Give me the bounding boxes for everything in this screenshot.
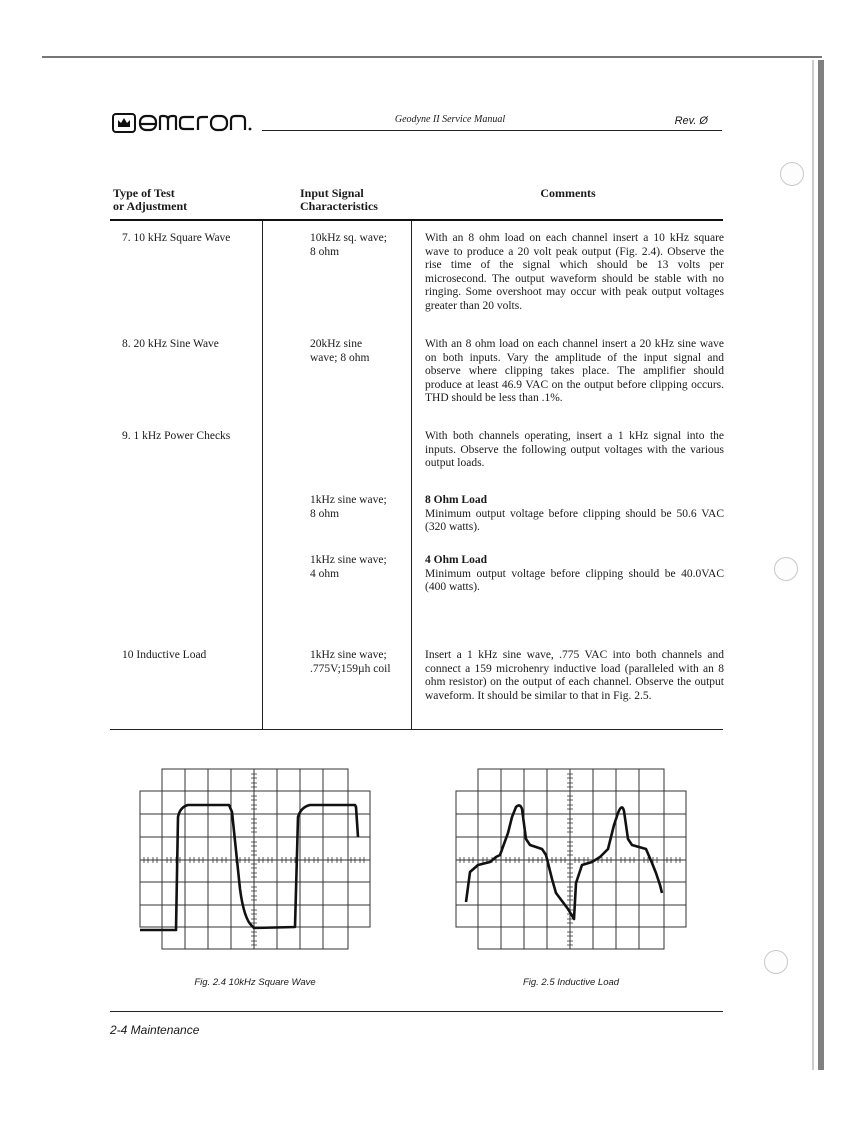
load4-signal (310, 554, 408, 581)
row7-signal (310, 232, 408, 259)
page-right-edge-inner (812, 60, 814, 1070)
scope-grid-1 (140, 769, 370, 949)
load4-signal-line1: 1kHz sine wave; (310, 554, 387, 566)
load8-signal-line1: 1kHz sine wave; (310, 494, 387, 506)
row10-test: 10 Inductive Load (122, 649, 207, 661)
load4-text: Minimum output voltage before clipping should be 40.0VAC (400 watts). (425, 567, 724, 594)
load8-comment (425, 494, 724, 535)
page-top-edge (42, 56, 822, 58)
load8-signal (310, 494, 408, 521)
revision-label: Rev. Ø (674, 115, 708, 127)
load8-title: 8 Ohm Load (425, 494, 487, 506)
table-bottom-rule (110, 729, 723, 730)
table-divider-1 (262, 221, 263, 729)
load4-comment (425, 554, 724, 595)
load4-title: 4 Ohm Load (425, 554, 487, 566)
row9-comment: With both channels operating, insert a 1 kHz signal into the inputs. Observe the following output voltages with the various output loads. (425, 430, 724, 470)
header-rule (262, 130, 722, 131)
row8-signal (310, 338, 408, 365)
row9-test: 9. 1 kHz Power Checks (122, 430, 231, 442)
row8-signal-line1: 20kHz sine (310, 338, 363, 350)
table-divider-2 (411, 221, 412, 729)
table-top-rule (110, 219, 723, 221)
row10-signal-line1: 1kHz sine wave; (310, 649, 387, 661)
load8-signal-line2: 8 ohm (310, 507, 340, 520)
figure-caption-2-4: Fig. 2.4 10kHz Square Wave (194, 977, 316, 988)
row7-signal-line1: 10kHz sq. wave; (310, 232, 387, 244)
row8-comment: With an 8 ohm load on each channel insert a 20 kHz sine wave on both inputs. Vary the amplitude of the input signal and observe where clipping takes place. The amplifier should produce at least 46.9 VAC on the output before clipping occurs. THD should be less than .1%. (425, 338, 724, 405)
column-header-comments: Comments (540, 186, 596, 200)
row8-signal-line2: wave; 8 ohm (310, 351, 370, 364)
binder-hole-2 (774, 557, 798, 581)
column-header-signal-line2: Characteristics (300, 199, 378, 213)
manual-title: Geodyne II Service Manual (394, 114, 506, 125)
row10-signal-line2: .775V;159µh coil (310, 662, 391, 675)
footer-section: 2-4 Maintenance (110, 1023, 200, 1037)
row7-signal-line2: 8 ohm (310, 245, 340, 258)
row10-signal (310, 649, 408, 676)
row8-test: 8. 20 kHz Sine Wave (122, 338, 219, 350)
load4-signal-line2: 4 ohm (310, 567, 340, 580)
square-wave-trace (140, 805, 358, 930)
row10-comment: Insert a 1 kHz sine wave, .775 VAC into both channels and connect a 159 microhenry inductive load (paralleled with an 8 ohm resistor) on the output of each channel. Observe the output waveform. It should be similar to that in Fig. 2.5. (425, 649, 724, 702)
figure-square-wave (140, 769, 370, 949)
amcron-logo (112, 112, 277, 134)
column-header-signal-line1: Input Signal (300, 186, 364, 200)
column-header-test-line2: or Adjustment (113, 199, 188, 213)
figure-inductive-load (456, 769, 686, 949)
column-header-test (113, 187, 263, 213)
brand-text: AMCRON (272, 128, 277, 129)
column-header-signal (300, 187, 410, 213)
column-header-test-line1: Type of Test (113, 186, 175, 200)
page-right-edge (818, 60, 824, 1070)
row7-comment: With an 8 ohm load on each channel insert a 10 kHz square wave to produce a 20 volt peak output (Fig. 2.4). Observe the rise time of the signal which should be 13 volts per microsecond. The output waveform should be stable with no ringing. Some overshoot may occur with peak output voltages greater than 20 volts. (425, 232, 724, 312)
binder-hole-1 (780, 162, 804, 186)
figure-caption-2-5: Fig. 2.5 Inductive Load (522, 977, 620, 988)
binder-hole-3 (764, 950, 788, 974)
footer-rule (110, 1011, 723, 1012)
load8-text: Minimum output voltage before clipping should be 50.6 VAC (320 watts). (425, 507, 724, 534)
inductive-load-trace (466, 805, 662, 919)
row7-test: 7. 10 kHz Square Wave (122, 232, 231, 244)
